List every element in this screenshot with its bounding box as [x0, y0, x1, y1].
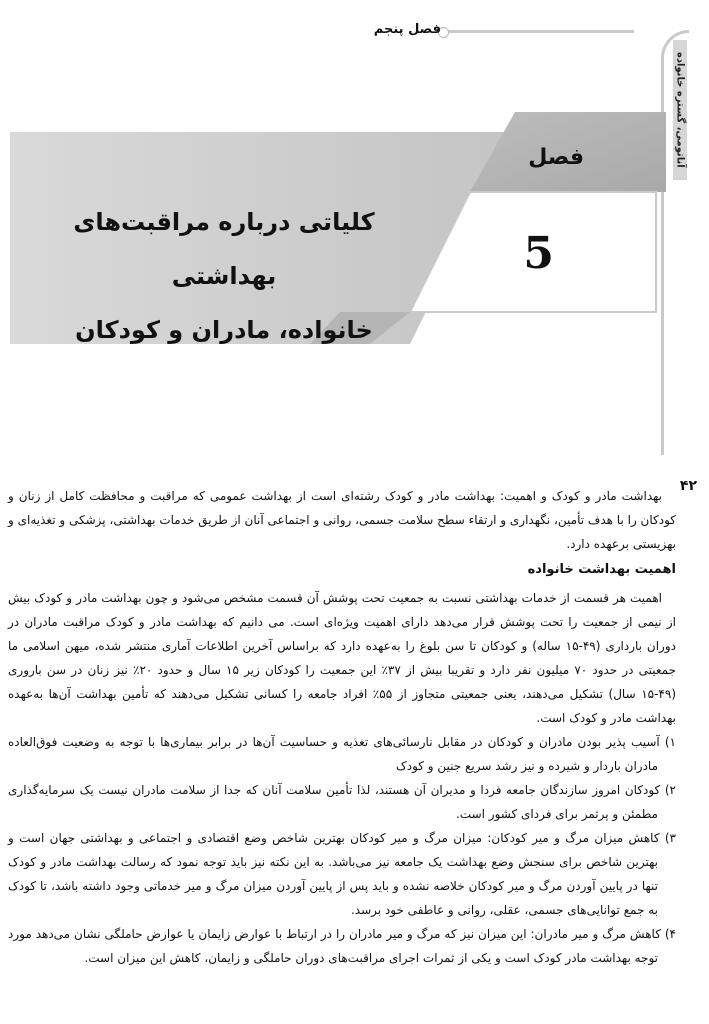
- body-paragraph: اهمیت هر قسمت از خدمات بهداشتی نسبت به جمعیت تحت پوشش آن قسمت مشخص می‌شود و چون بهداشت مادر و کودک بیش از نیمی از جمعیت را تحت پوشش قرار می‌دهد دارای اهمیت ویژه‌ای است. می دانیم که بهداشت مادر و کودک مراقبت مادران در دوران بارداری (۴۹-۱۵ ساله) و کودکان تا سن بلوغ را به‌عهده دارد که براساس آخرین اطلاعات آماری منتشر شده، میهن اسلامی ما جمعیتی در حدود ۷۰ میلیون نفر دارد و تقریبا بیش از ۳۷٪ این جمعیت را کودکان زیر ۱۵ سال و حدود ۲۰٪ نیز زنان در سن باروری (۴۹-۱۵ سال) تشکیل می‌دهند، یعنی جمعیتی متجاوز از ۵۵٪ افراد جامعه را کسانی تشکیل می‌دهند که تأمین بهداشت آن‌ها به‌عهده بهداشت مادر و کودک است.: [8, 591, 677, 725]
- list-item: ۴) کاهش مرگ و میر مادران: این میزان نیز که مرگ و میر مادران را در ارتباط با عوارض زایمان یا عوارض حاملگی نشان می‌دهد مورد توجه بهداشت مادر کودک است و یکی از ثمرات اجرای مراقبت‌های دوران حاملگی و زایمان، کاهش این میزان است.: [8, 927, 676, 965]
- list-item: ۲) کودکان امروز سازندگان جامعه فردا و مدیران آن هستند، لذا تأمین سلامت آنان که جدا از سلامت مادران نیست یک سرمایه‌گذاری مطمئن و پرثمر برای فردای کشور است.: [8, 783, 676, 821]
- running-header: فصل پنجم: [373, 22, 441, 37]
- list-item: ۱) آسیب پذیر بودن مادران و کودکان در مقابل نارسائی‌های تغذیه و حساسیت آن‌ها در برابر بیماری‌ها با توجه به وضعیت فوق‌العاده مادران باردار و شیرده و نیز رشد سریع جنین و کودک: [8, 735, 676, 773]
- section-heading: اهمیت بهداشت خانواده: [527, 562, 676, 577]
- chapter-label: فصل: [528, 145, 584, 170]
- header-rule: [444, 30, 634, 33]
- intro-paragraph: بهداشت مادر و کودک و اهمیت: بهداشت مادر و کودک رشته‌ای است از بهداشت عمومی که مراقبت و محافظت کامل از زنان و کودکان را با هدف تأمین، نگهداری و ارتقاء سطح سلامت جسمی، روانی و اجتماعی آنان از طریق خدمات بهداشتی، پزشکی و تغذیه‌ای و بهزیستی برعهده دارد.: [8, 489, 676, 551]
- chapter-title: [69, 195, 379, 357]
- book-title: آناتومی، گستره خانواده: [674, 52, 686, 168]
- chapter-number: 5: [523, 228, 554, 279]
- chapter-title-line: خانواده، مادران و کودکان: [75, 316, 373, 344]
- chapter-title-line: کلیاتی درباره مراقبت‌های بهداشتی: [73, 208, 375, 290]
- list-item: ۳) کاهش میزان مرگ و میر کودکان: میزان مرگ و میر کودکان بهترین شاخص وضع اقتصادی و اجتماعی و بهداشتی جهان است و بهترین شاخص برای سنجش وضع بهداشت یک جامعه نیز می‌باشد. به این نکته نیز باید توجه نمود که رسالت بهداشت مادر و کودک تنها در پایین آوردن مرگ و میر کودکان خلاصه نشده و باید پس از پایین آوردن میزان مرگ و میر خدماتی وجود داشته باشد، تا کودک به جمع توانایی‌های جسمی، عقلی، روانی و عاطفی خود برسد.: [8, 831, 676, 917]
- page-body: [8, 484, 676, 970]
- page-number: ۴۲: [679, 478, 697, 494]
